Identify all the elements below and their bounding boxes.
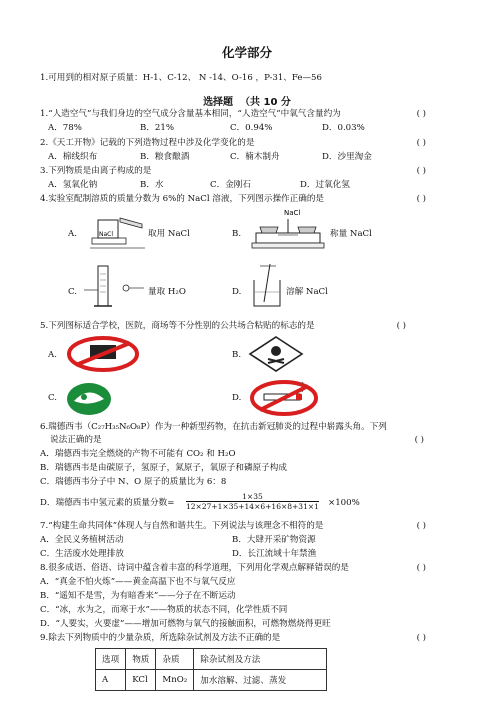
q2-answer-paren: ( ) xyxy=(416,138,426,148)
q6-stem-line1: 6.瑞德西韦（C₂₇H₃₅N₆O₈P）作为一种新型药物，在抗击新冠肺炎的过程中崭露头角。下列 xyxy=(40,422,387,432)
q3-option-d: D．过氧化氢 xyxy=(300,180,350,190)
q5-stem: 5.下列图标适合学校，医院，商场等不分性别的公共场合粘贴的标志的是 xyxy=(40,321,315,331)
q1-stem: 1.“人造空气”与我们身边的空气成分含量基本相同，“人造空气”中氧气含量约为 xyxy=(40,109,341,119)
q8-option-c: C．“冰，水为之，而寒于水”——物质的状态不同，化学性质不同 xyxy=(40,605,288,615)
q5-b-letter: B. xyxy=(232,350,242,360)
q5-d-letter: D. xyxy=(232,393,242,403)
q6-option-d-prefix: D．瑞德西韦中氢元素的质量分数= xyxy=(40,498,175,508)
q2-option-d: D．沙里淘金 xyxy=(322,152,372,162)
q4-b-label: 称量 NaCl xyxy=(330,229,372,239)
q9-header-impurity: 杂质 xyxy=(156,649,194,670)
q7-answer-paren: ( ) xyxy=(416,521,426,531)
q9-row-a-method: 加水溶解、过滤、蒸发 xyxy=(194,670,327,691)
q4-b-letter: B. xyxy=(232,229,242,239)
q6-option-a: A．瑞德西韦完全燃烧的产物不可能有 CO₂ 和 H₂O xyxy=(40,449,236,459)
section-name: 选择题 xyxy=(203,97,234,108)
q9-row-a-impurity: MnO₂ xyxy=(156,670,194,691)
q1-answer-paren: ( ) xyxy=(416,109,426,119)
q4-stem: 4.实验室配制溶质的质量分数为 6%的 NaCl 溶液，下列图示操作正确的是 xyxy=(40,194,325,204)
q9-row-a-option: A xyxy=(96,670,126,691)
q1-option-d: D．0.03% xyxy=(322,123,365,133)
q4-d-label: 溶解 NaCl xyxy=(286,287,328,297)
q1-option-c: C．0.94% xyxy=(230,123,273,133)
q7-option-a: A．全民义务植树活动 xyxy=(40,535,124,545)
q6-answer-paren: ( ) xyxy=(414,435,424,445)
q8-option-b: B．“遥知不是雪，为有暗香来”——分子在不断运动 xyxy=(40,591,236,601)
q4-d-letter: D. xyxy=(232,287,242,297)
q2-stem: 2.《天工开物》记载的下列造物过程中涉及化学变化的是 xyxy=(40,138,255,148)
q5-answer-paren: ( ) xyxy=(396,321,406,331)
q5-c-green-sign xyxy=(64,381,114,417)
section-count: （共 10 分 xyxy=(240,97,291,108)
q1-option-a: A．78% xyxy=(48,123,82,133)
q3-option-b: B．水 xyxy=(140,180,164,190)
q6-option-c: C．瑞德西韦分子中 N、O 原子的质量比为 6：8 xyxy=(40,477,227,487)
q9-answer-paren: ( ) xyxy=(416,633,426,643)
table-row xyxy=(96,670,327,691)
q7-stem: 7.“构建生命共同体”体现人与自然和谐共生。下列说法与该理念不相符的是 xyxy=(40,521,324,531)
q6-option-d-suffix: ×100% xyxy=(328,498,360,508)
q4-c-letter: C. xyxy=(68,287,78,297)
q9-header-option: 选项 xyxy=(96,649,126,670)
atomic-masses-line: 1.可用到的相对原子质量：H-1、C-12、 N -14、O-16 ，P-31、Fe—56 xyxy=(40,73,322,83)
q7-option-b: B．大肆开采矿物资源 xyxy=(232,535,316,545)
q4-a-letter: A. xyxy=(68,229,77,239)
q3-answer-paren: ( ) xyxy=(416,166,426,176)
q5-d-no-smoking-sign xyxy=(246,378,322,418)
q7-option-c: C．生活废水处理排放 xyxy=(40,549,124,559)
q9-row-a-substance: KCl xyxy=(126,670,156,691)
q9-table xyxy=(95,648,327,691)
q5-b-toxic-warning-sign xyxy=(246,335,306,373)
q9-header-method: 除杂试剂及方法 xyxy=(194,649,327,670)
q8-option-a: A．“真金不怕火炼”——黄金高温下也不与氧气反应 xyxy=(40,577,236,587)
q1-option-b: B．21% xyxy=(140,123,175,133)
q5-c-letter: C. xyxy=(48,393,58,403)
q9-table-header xyxy=(96,649,327,670)
q4-a-label: 取用 NaCl xyxy=(148,229,190,239)
q3-stem: 3.下列物质是由离子构成的是 xyxy=(40,166,152,176)
section-heading xyxy=(0,93,494,108)
q2-option-b: B．粮食酿酒 xyxy=(140,152,190,162)
q8-answer-paren: ( ) xyxy=(416,563,426,573)
q6-option-b: B．瑞德西韦是由碳原子，氢原子，氮原子，氧原子和磷原子构成 xyxy=(40,463,287,473)
q9-stem: 9.除去下列物质中的少量杂质，所选除杂试剂及方法不正确的是 xyxy=(40,633,281,643)
q9-header-substance: 物质 xyxy=(126,649,156,670)
q4-c-cylinder-illustration xyxy=(84,262,150,312)
q4-b-nacl-tag: NaCl xyxy=(284,209,301,217)
q8-option-d: D．“人要实，火要虚”——增加可燃物与氧气的接触面积，可燃物燃烧得更旺 xyxy=(40,619,331,629)
q3-option-c: C．金刚石 xyxy=(210,180,251,190)
q4-answer-paren: ( ) xyxy=(416,194,426,204)
q6-stem-line2: 说法正确的是 xyxy=(50,435,102,445)
q6-d-numerator: 1×35 xyxy=(186,492,319,502)
q2-option-a: A．棉线织布 xyxy=(48,152,98,162)
q5-a-no-smoking-sign xyxy=(64,335,142,373)
q3-option-a: A．氢氧化钠 xyxy=(48,180,98,190)
q6-d-fraction xyxy=(186,492,319,511)
q8-stem: 8.很多成语、俗语、诗词中蕴含着丰富的科学道理，下列用化学观点解释错误的是 xyxy=(40,563,349,573)
q7-option-d: D．长江流域十年禁渔 xyxy=(232,549,317,559)
q2-option-c: C．楠木制舟 xyxy=(230,152,280,162)
q4-c-label: 量取 H₂O xyxy=(148,287,186,297)
q6-d-denominator: 12×27+1×35+14×6+16×8+31×1 xyxy=(186,502,319,511)
page-title: 化学部分 xyxy=(221,45,272,60)
q4-a-illustration xyxy=(90,214,150,256)
q4-b-balance-illustration xyxy=(248,207,328,259)
q5-a-letter: A. xyxy=(48,350,57,360)
svg-text:NaCl: NaCl xyxy=(99,231,114,238)
